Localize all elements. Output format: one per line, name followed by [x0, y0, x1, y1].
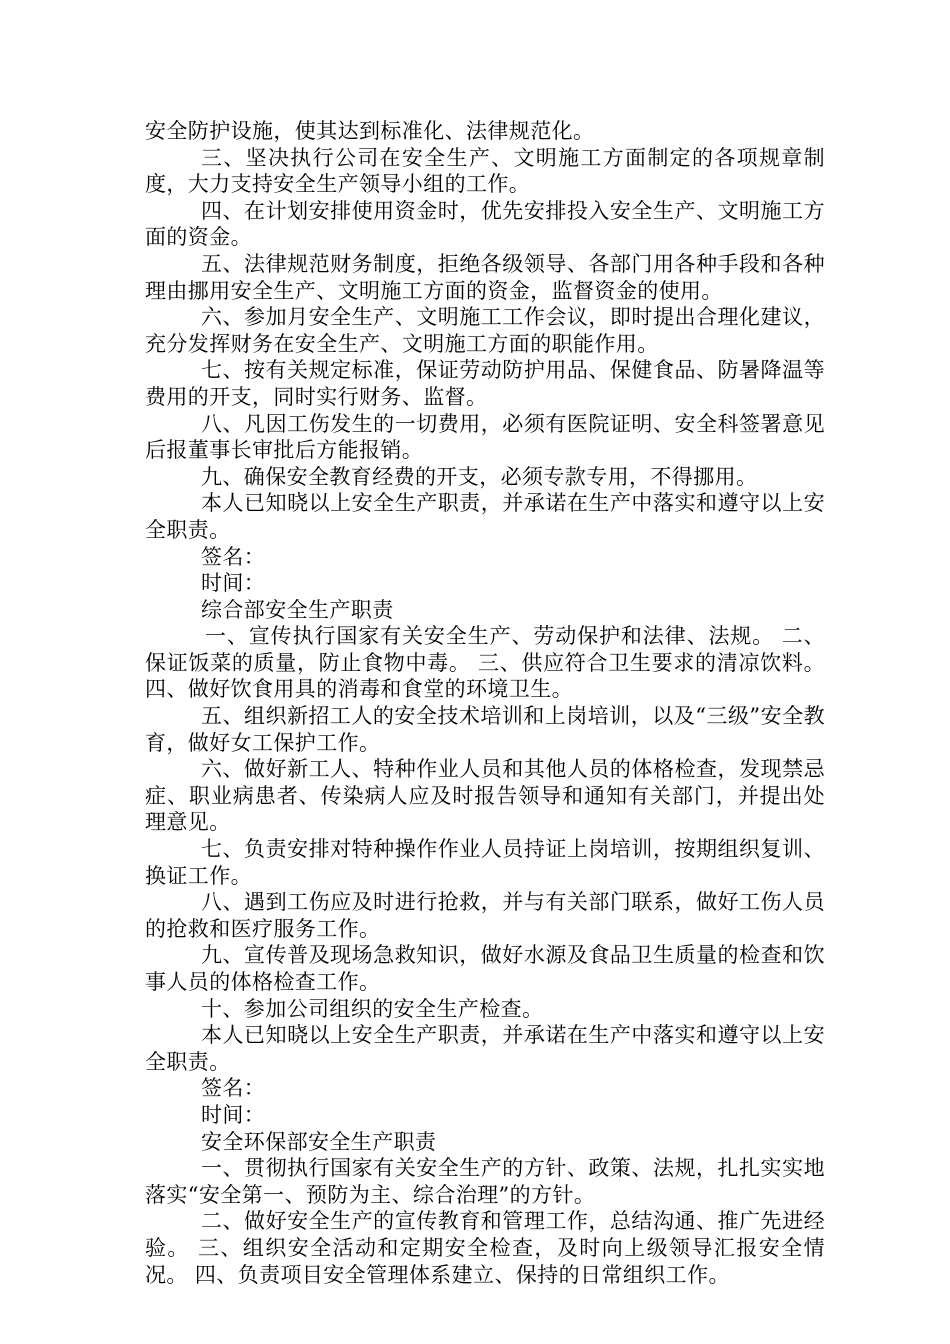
- paragraph-commitment-2: 本人已知晓以上安全生产职责，并承诺在生产中落实和遵守以上安全职责。: [145, 1023, 825, 1074]
- paragraph-safety-item-1: 一、贯彻执行国家有关安全生产的方针、政策、法规，扎扎实实地落实“安全第一、预防为主、综合治理”的方针。: [145, 1156, 825, 1207]
- section-title-general-dept: 综合部安全生产职责: [201, 597, 394, 622]
- paragraph-general-item-7: 七、负责安排对特种操作作业人员持证上岗培训，按期组织复训、换证工作。: [145, 837, 825, 888]
- paragraph-item-4: 四、在计划安排使用资金时，优先安排投入安全生产、文明施工方面的资金。: [145, 198, 825, 250]
- signature-label: 签名：: [201, 544, 266, 569]
- paragraph-item-7: 七、按有关规定标准，保证劳动防护用品、保健食品、防暑降温等费用的开支，同时实行财务、监督。: [145, 358, 825, 409]
- paragraph-general-item-8: 八、遇到工伤应及时进行抢救，并与有关部门联系，做好工伤人员的抢救和医疗服务工作。: [145, 890, 825, 941]
- signature-label-2: 签名：: [201, 1076, 266, 1101]
- paragraph-general-item-9: 九、宣传普及现场急救知识，做好水源及食品卫生质量的检查和饮事人员的体格检查工作。: [145, 943, 825, 994]
- paragraph-general-item-6: 六、做好新工人、特种作业人员和其他人员的体格检查，发现禁忌症、职业病患者、传染病人应及时报告领导和通知有关部门，并提出处理意见。: [145, 757, 825, 835]
- paragraph-item-5: 五、法律规范财务制度，拒绝各级领导、各部门用各种手段和各种理由挪用安全生产、文明施工方面的资金，监督资金的使用。: [145, 251, 825, 303]
- paragraph-item-3: 三、坚决执行公司在安全生产、文明施工方面制定的各项规章制度，大力支持安全生产领导小组的工作。: [145, 145, 825, 197]
- paragraph-general-items-1-4: 一、宣传执行国家有关安全生产、劳动保护和法律、法规。 二、保证饭菜的质量，防止食物中毒。 三、供应符合卫生要求的清凉饮料。 四、做好饮食用具的消毒和食堂的环境卫生。: [145, 624, 825, 702]
- document-page: [145, 118, 825, 1288]
- paragraph-commitment: 本人已知晓以上安全生产职责，并承诺在生产中落实和遵守以上安全职责。: [145, 491, 825, 542]
- date-label-2: 时间：: [201, 1102, 266, 1127]
- paragraph-item-9: 九、确保安全教育经费的开支，必须专款专用，不得挪用。: [201, 464, 758, 489]
- section-title-safety-env-dept: 安全环保部安全生产职责: [201, 1129, 437, 1154]
- paragraph-general-item-5: 五、组织新招工人的安全技术培训和上岗培训，以及“三级”安全教育，做好女工保护工作。: [145, 704, 825, 755]
- paragraph-safety-items-2-4: 二、做好安全生产的宣传教育和管理工作，总结沟通、推广先进经验。 三、组织安全活动和定期安全检查，及时向上级领导汇报安全情况。 四、负责项目安全管理体系建立、保持的日常组织工作。: [145, 1209, 825, 1287]
- paragraph-general-item-10: 十、参加公司组织的安全生产检查。: [201, 996, 544, 1021]
- paragraph-safety-facilities: 安全防护设施，使其达到标准化、法律规范化。: [145, 119, 595, 143]
- paragraph-item-6: 六、参加月安全生产、文明施工工作会议，即时提出合理化建议，充分发挥财务在安全生产、文明施工方面的职能作用。: [145, 305, 825, 356]
- date-label: 时间：: [201, 571, 266, 596]
- paragraph-item-8: 八、凡因工伤发生的一切费用，必须有医院证明、安全科签署意见后报董事长审批后方能报销。: [145, 411, 825, 463]
